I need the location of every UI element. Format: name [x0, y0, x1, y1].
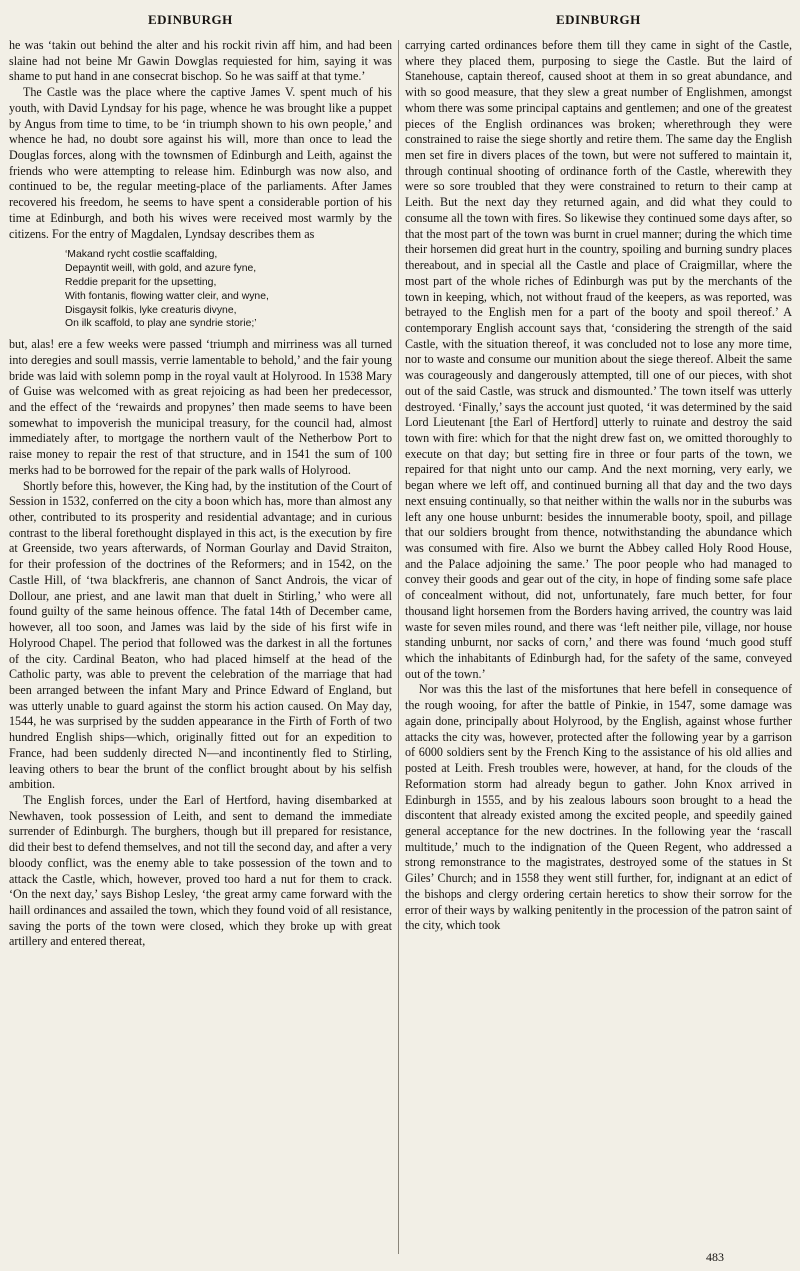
- paragraph: carrying carted ordinances before them till they came in sight of the Castle, where they placed them, purposing to siege the Castle. But the laird of Stanehouse, captain thereof, caused shoot at them in so great abundance, and with so good measure, that they slew a great number of Englishmen, amongst whom there was some principal captains and gentlemen; and one of the greatest pieces of the English ordinances was broken; wherethrough they were constrained to raise the siege shortly and retire them. The same day the English men set fire in divers places of the town, but were not suffered to maintain it, through continual shooting of ordinance forth of the Castle, wherewith they were so sore troubled that they were constrained to return to their camp at Leith. But the next day they returned again, and did what they could to consume all the town with fires. So likewise they continued some days after, so that the most part of the town was burnt in cruel manner; during the which time their horsemen did great hurt in the country, spoiling and burning sundry places thereabout, and in special all the Castle and place of Craigmillar, where the most part of the whole riches of Edinburgh was put by the merchants of the town in keeping, which, not without fraud of the keepers, as was reported, was betrayed to the English men for a part of the booty and spoil thereof.’ A contemporary English account says that, ‘considering the strength of the said Castle, with the situation thereof, it was concluded not to lose any more time, nor to waste and consume our munition about the siege thereof. Albeit the same was courageously and dangerously attempted, till one of our pieces, with shot out of the said Castle, was struck and dismounted.’ The town itself was utterly destroyed. ‘Finally,’ says the account just quoted, ‘it was determined by the said Lord Lieutenant [the Earl of Hertford] utterly to ruinate and destroy the said town with fire: which for that the night drew fast on, we omitted thoroughly to execute on that day; but setting fire in three or four parts of the town, we repaired for that night unto our camp. And the next morning, very early, we began where we left off, and continued burning all that day and the two days next ensuing continually, so that neither within the walls nor in the suburbs was left any one house unburnt: besides the innumerable booty, spoil, and pillage that our soldiers brought from thence, notwithstanding the abundance which was consumed with fire. Also we burnt the Abbey called Holy Rood House, and the Palace adjoining the same.’ The poor people who had managed to convey their goods and gear out of the city, in hope of finding some safe place of concealment without, did not, unfortunately, fare much better, for four thousand light horsemen from the Borders having arrived, the country was laid waste for seven miles round, and there was ‘left neither pile, village, nor house standing unburnt, nor sacks of corn,’ and there was found ‘much good stuff which the inhabitants of Edinburgh had, for the safety of the same, conveyed out of the town.’: [405, 38, 792, 681]
- paragraph: The Castle was the place where the captive James V. spent much of his youth, with David Lyndsay for his page, whence he was brought like a puppet by Angus from time to time, to be ‘in triumph shown to his own people,’ and whence he had, no doubt sore against his will, more than once to lead the Douglas forces, along with the townsmen of Edinburgh and Leith, against the friends who were attempting to release him. Edinburgh was now also, and continued to be, the regular meeting-place of the parliaments. After James recovered his freedom, he seems to have spent a considerable portion of his time at Edinburgh, and both his wives were received most warmly by the citizens. For the entry of Magdalen, Lyndsay describes them as: [9, 85, 392, 241]
- paragraph: but, alas! ere a few weeks were passed ‘triumph and mirriness was all turned into deregies and soull massis, verrie lamentable to behold,’ and the fair young bride was laid with solemn pomp in the royal vault at Holyrood. In 1538 Mary of Guise was welcomed with as great rejoicing as had been her predecessor, and the effect of the ‘rewairds and propynes’ then made seems to have been somewhat to impoverish the municipal treasury, for the council had, almost immediately after, to mortgage the northern vault of the Netherbow Port to raise money to repair the rest of that structure, and in 1541 the sum of 100 merks had to be borrowed for the repair of the park walls of Holyrood.: [9, 337, 392, 477]
- verse-quotation: [65, 248, 392, 331]
- verse-line: ‘Makand rycht costlie scaffalding,: [65, 249, 218, 261]
- verse-line: On ilk scaffold, to play ane syndrie storie;’: [65, 318, 257, 330]
- paragraph: he was ‘takin out behind the alter and his rockit rivin aff him, and had been slaine had not beine Mr Gawin Dowglas requiested for him, saying it was shame to put hand in ane consecrat bischop. So he was saiff at that tyme.’: [9, 38, 392, 84]
- right-column: [405, 38, 792, 934]
- paragraph: The English forces, under the Earl of Hertford, having disembarked at Newhaven, took possession of Leith, and sent to demand the immediate surrender of Edinburgh. The burghers, though but ill prepared for resistance, did their best to defend themselves, and not till the second day, and after a very bloody conflict, was the enemy able to take possession of the town and to attack the Castle, which, however, proved too hard a nut for them to crack. ‘On the next day,’ says Bishop Lesley, ‘the great army came forward with the haill ordinances and assailed the town, which they found void of all resistance, saving the ports of the town were closed, which they broke up with great artillery and entered thereat,: [9, 792, 392, 949]
- column-divider: [398, 40, 399, 1254]
- verse-line: Reddie preparit for the upsetting,: [65, 276, 217, 288]
- verse-line: Depayntit weill, with gold, and azure fyne,: [65, 263, 257, 275]
- verse-line: Disgaysit folkis, lyke creaturis divyne,: [65, 304, 237, 316]
- left-column: [9, 38, 392, 950]
- paragraph: Nor was this the last of the misfortunes that here befell in consequence of the rough wooing, for after the battle of Pinkie, in 1547, some damage was again done, principally about Holyrood, by the English, against whose further attacks the city was, however, protected after the following year by a garrison of 6000 soldiers sent by the French King to the assistance of his old allies and posted at Leith. Fresh troubles were, however, at hand, for the clouds of the Reformation storm had already begun to gather. John Knox arrived in Edinburgh in 1555, and by his zealous labours soon brought to a head the discontent that already existed among the excited people, and speedily gained general acceptance for the new doctrines. In the following year the ‘rascall multitude,’ much to the indignation of the Queen Regent, who addressed a strong remonstrance to the magistrates, destroyed some of the statues in St Giles’ Church; and in 1558 they went still further, for, indignant at an edict of the bishops and clergy ordering certain heretics to show their sorrow for the error of their ways by walking penitently in the procession of the patron saint of the city, which took: [405, 682, 792, 933]
- running-head-right: EDINBURGH: [556, 12, 641, 27]
- page-number: 483: [706, 1250, 724, 1264]
- running-head-left: EDINBURGH: [148, 12, 233, 27]
- verse-line: With fontanis, flowing watter cleir, and wyne,: [65, 290, 269, 302]
- paragraph: Shortly before this, however, the King had, by the institution of the Court of Session in 1532, conferred on the city a boon which has, more than almost any other, contributed to its prosperity and residential advantage; and in curious contrast to the liberal forethought displayed in this act, is the execution by fire at Greenside, two years afterwards, of Norman Gourlay and David Straiton, for their profession of the doctrines of the Reformers; and in 1542, on the Castle Hill, of ‘twa blackfreris, ane channon of Sanct Androis, the vicar of Dollour, ane priest, and ane lawit man that duelt in Stirling,’ who were all found guilty of the same heinous offence. The fatal 14th of December came, however, all too soon, and James was laid by the side of his first wife in Holyrood Chapel. The period that followed was the darkest in all the fortunes of the city. Cardinal Beaton, who had placed himself at the head of the Catholic party, was able to prevent the celebration of the marriage that had been arranged between the infant Mary and Prince Edward of England, but was utterly unable to guard against the storm his action caused. On May day, 1544, he was surprised by the sudden appearance in the Firth of Forth of two hundred English ships—which, originally fitted out for an expedition to France, had been suddenly directed N—and incontinently fled to Stirling, leaving others to bear the brunt of the conflict brought about by his selfish ambition.: [9, 478, 392, 792]
